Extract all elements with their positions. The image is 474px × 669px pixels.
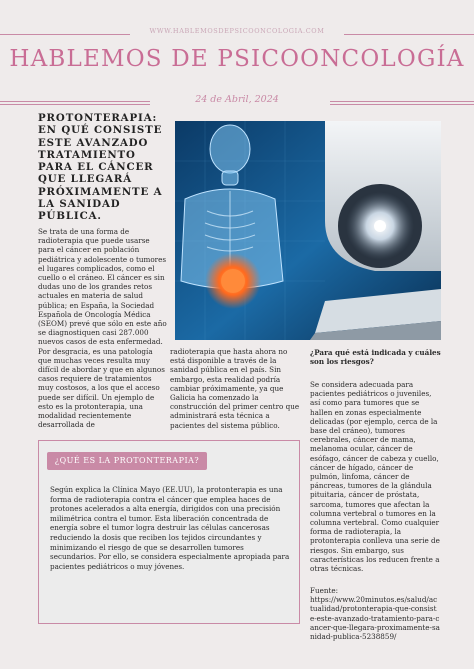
site-url[interactable]: WWW.HABLEMOSDEPSICOONCOLOGIA.COM	[149, 27, 325, 35]
section-heading-risks: ¿Para qué está indicada y cuáles son los riesgos?	[310, 348, 441, 367]
article-headline: PROTONTERAPIA: EN QUÉ CONSISTE ESTE AVANZADO TRATAMIENTO PARA EL CÁNCER QUE LLEGARÁ PRÓXIMAMENTE A LA SANIDAD PÚBLICA.	[38, 112, 163, 223]
article-column-2: radioterapia que hasta ahora no está disponible a través de la sanidad pública en el país. Sin embargo, esta realidad podría cambiar próximamente, ya que Galicia ha comenzado la construcción del primer centro que administrará esta técnica a pacientes del sistema público.	[170, 347, 300, 430]
source-link[interactable]: https://www.20minutos.es/salud/actualidad/protonterapia-que-consiste-este-avanzado-tratamiento-para-cancer-que-llegara-proximamente-sanidad-publica-5238859/	[310, 595, 440, 642]
source-label: Fuente:	[310, 586, 339, 595]
issue-date: 24 de Abril, 2024	[195, 94, 279, 105]
article-hero-image	[175, 121, 441, 340]
article-column-1: Se trata de una forma de radioterapia que puede usarse para el cáncer en población pediátrica y adolescente o tumores el lugares complicados, como el cuello o el cráneo. El cáncer es sin dudas uno de los grandes retos actuales en materia de salud pública; en España, la Sociedad Española de Oncología Médica (SEOM) prevé que sólo en este año se diagnostiquen casi 287.000 nuevos casos de esta enfermedad. Por desgracia, es una patología que muchas veces resulta muy difícil de abordar y que en algunos casos requiere de tratamientos muy costosos, a los que el acceso puede ser difícil. Un ejemplo de esto es la protonterapia, una modalidad recientemente desarrollada de	[38, 227, 167, 430]
info-box-title-tab: ¿QUÉ ES LA PROTONTERAPIA?	[47, 452, 207, 470]
info-box-text: Según explica la Clínica Mayo (EE.UU), la protonterapia es una forma de radioterapia contra el cáncer que emplea haces de protones acelerados a alta energía, dirigidos con una precisión milimétrica contra el tumor. Esta liberación concentrada de energía sobre el tumor logra destruir las células cancerosas reduciendo la dosis que reciben los tejidos circundantes y minimizando el riesgo de que se desarrollen tumores secundarios. Por ello, se considera especialmente apropiada para pacientes pediátricos o muy jóvenes.	[50, 485, 290, 571]
source-block	[310, 586, 440, 641]
magazine-title: HABLEMOS DE PSICOONCOLOGÍA	[9, 46, 465, 72]
article-column-3: Se considera adecuada para pacientes pediátricos o juveniles, así como para tumores que se hallen en zonas especialmente delicadas (por ejemplo, cerca de la base del cráneo), tumores cerebrales, cáncer de mama, melanoma ocular, cáncer de esófago, cáncer de cabeza y cuello, cáncer de hígado, cáncer de pulmón, linfoma, cáncer de páncreas, tumores de la glándula pituitaria, cáncer de próstata, sarcoma, tumores que afectan la columna vertebral o tumores en la columna vertebral. Como cualquier forma de radioterapia, la protonterapia conlleva una serie de riesgos. Sin embargo, sus características los reducen frente a otras técnicas.	[310, 380, 440, 574]
